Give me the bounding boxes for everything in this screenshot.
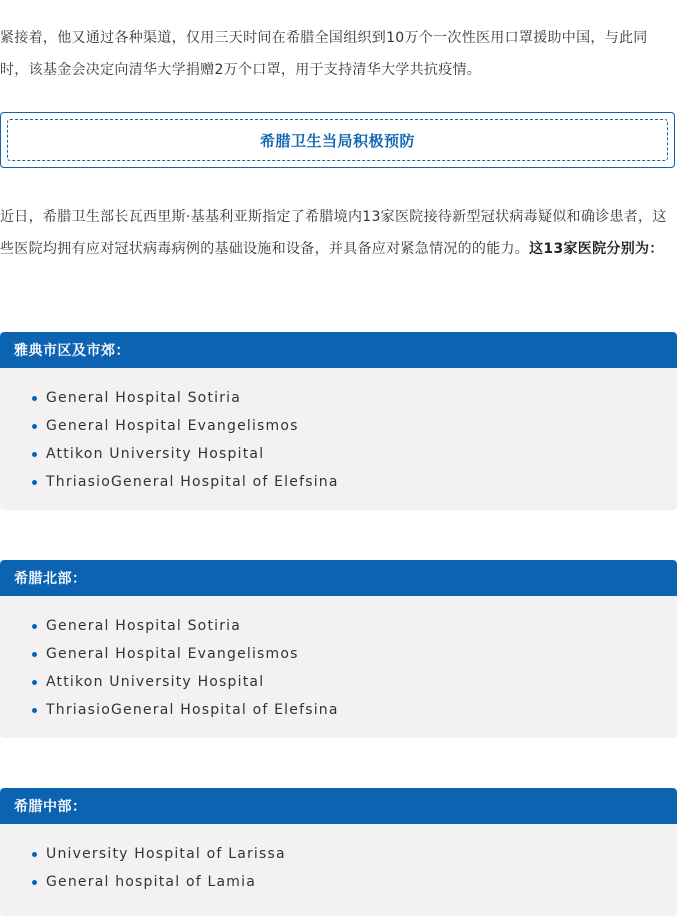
bullet-icon (32, 452, 37, 457)
bullet-icon (32, 424, 37, 429)
hospital-name: ThriasioGeneral Hospital of Elefsina (46, 702, 339, 718)
bullet-icon (32, 880, 37, 885)
intro-paragraph: 紧接着，他又通过各种渠道，仅用三天时间在希腊全国组织到10万个一次性医用口罩援助中国，与此同时，该基金会决定向清华大学捐赠2万个口罩，用于支持清华大学共抗疫情。 (0, 30, 648, 78)
list-item (0, 412, 677, 440)
hospital-name: General Hospital Evangelismos (46, 646, 299, 662)
section-title: 希腊卫生当局积极预防 (259, 131, 415, 150)
region-header: 希腊中部： (0, 788, 677, 824)
list-item (0, 384, 677, 412)
hospital-name: Attikon University Hospital (46, 446, 265, 462)
list-item (0, 668, 677, 696)
bullet-icon (32, 396, 37, 401)
bullet-icon (32, 708, 37, 713)
hospital-intro-text: 近日，希腊卫生部长瓦西里斯·基基利亚斯指定了希腊境内13家医院接待新型冠状病毒疑似和确诊患者，这些医院均拥有应对冠状病毒病例的基础设施和设备，并具备应对紧急情况的的能力。 (0, 209, 667, 257)
hospital-name: Attikon University Hospital (46, 674, 265, 690)
list-item (0, 468, 677, 496)
list-item (0, 440, 677, 468)
hospital-name: General Hospital Sotiria (46, 618, 242, 634)
hospital-name: General Hospital Evangelismos (46, 418, 299, 434)
list-item (0, 868, 677, 896)
list-item (0, 640, 677, 668)
region-header: 雅典市区及市郊： (0, 332, 677, 368)
list-item (0, 696, 677, 724)
region-central-greece (0, 788, 677, 916)
region-header: 希腊北部： (0, 560, 677, 596)
hospital-name: General Hospital Sotiria (46, 390, 242, 406)
hospital-name: University Hospital of Larissa (46, 846, 286, 862)
section-title-box (0, 112, 675, 168)
list-item (0, 612, 677, 640)
bullet-icon (32, 680, 37, 685)
bullet-icon (32, 624, 37, 629)
bullet-icon (32, 652, 37, 657)
hospital-name: ThriasioGeneral Hospital of Elefsina (46, 474, 339, 490)
hospital-intro-paragraph (0, 201, 676, 265)
hospital-intro-bold: 这13家医院分别为： (529, 241, 664, 257)
list-item (0, 840, 677, 868)
region-athens (0, 332, 677, 510)
bullet-icon (32, 852, 37, 857)
section-title-dashed-frame (7, 119, 668, 161)
hospital-name: General hospital of Lamia (46, 874, 256, 890)
hospital-list (0, 368, 677, 496)
hospital-list (0, 824, 677, 896)
region-north-greece (0, 560, 677, 738)
hospital-list (0, 596, 677, 724)
bullet-icon (32, 480, 37, 485)
